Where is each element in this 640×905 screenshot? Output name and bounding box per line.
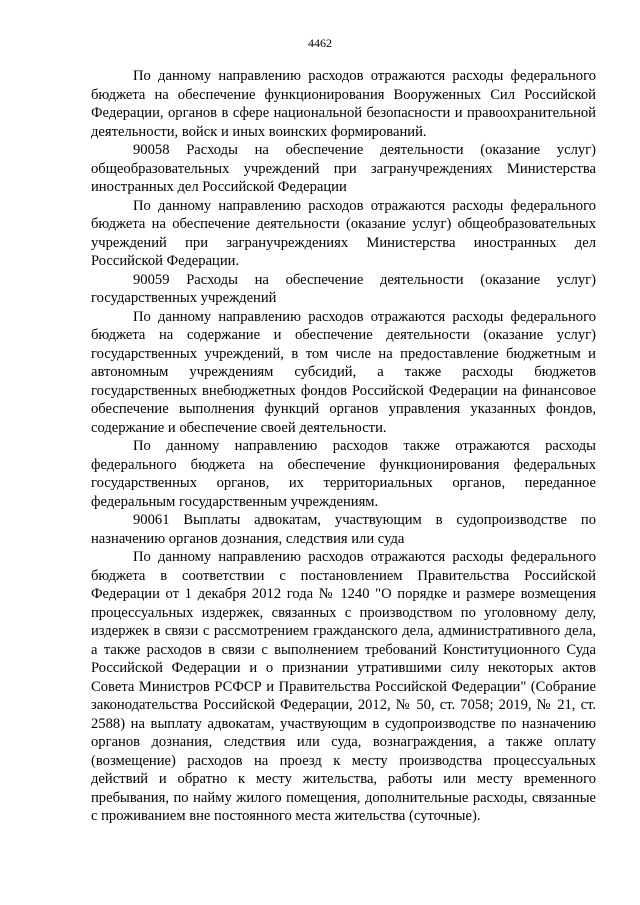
paragraph-90059-description: По данному направлению расходов отражаются расходы федерального бюджета на содержание и обеспечение деятельности (оказание услуг) государственных учреждений, в том числе на предоставление бюджетным и автономным учреждениям субсидий, а также расходы бюджетов государственных внебюджетных фондов Российской Федерации на финансовое обеспечение выполнения функций органов управления указанных фондов, содержание и обеспечение своей деятельности. <box>91 308 596 436</box>
paragraph-90059-additional: По данному направлению расходов также отражаются расходы федерального бюджета на обеспечение функционирования федеральных государственных органов, их территориальных органов, переданное федеральным государственным учреждениям. <box>91 438 596 510</box>
page-number: 4462 <box>308 36 332 50</box>
paragraph-90058-heading: 90058 Расходы на обеспечение деятельности (оказание услуг) общеобразовательных учреждений при загранучреждениях Министерства иностранных дел Российской Федерации <box>91 142 596 195</box>
paragraph-90059-heading: 90059 Расходы на обеспечение деятельности (оказание услуг) государственных учреждений <box>91 271 596 306</box>
document-body <box>91 67 596 826</box>
paragraph-90061-description: По данному направлению расходов отражаются расходы федерального бюджета в соответствии с постановлением Правительства Российской Федерации от 1 декабря 2012 года № 1240 "О порядке и размере возмещения процессуальных издержек, связанных с производством по уголовному делу, издержек в связи с рассмотрением гражданского дела, административного дела, а также расходов в связи с выполнением требований Конституционного Суда Российской Федерации и о признании утратившими силу некоторых актов Совета Министров РСФСР и Правительства Российской Федерации" (Собрание законодательства Российской Федерации, 2012, № 50, ст. 7058; 2019, № 21, ст. 2588) на выплату адвокатам, участвующим в судопроизводстве по назначению органов дознания, следствия или суда, вознаграждения, а также оплату (возмещение) расходов на проезд к месту производства процессуальных действий и обратно к месту жительства, работы или месту временного пребывания, по найму жилого помещения, дополнительные расходы, связанные с проживанием вне постоянного места жительства (суточные). <box>91 549 596 824</box>
paragraph-90057-description: По данному направлению расходов отражаются расходы федерального бюджета на обеспечение функционирования Вооруженных Сил Российской Федерации, органов в сфере национальной безопасности и правоохранительной деятельности, войск и иных воинских формирований. <box>91 68 596 140</box>
paragraph-90058-description: По данному направлению расходов отражаются расходы федерального бюджета на обеспечение деятельности (оказание услуг) общеобразовательных учреждений при загранучреждениях Министерства иностранных дел Российской Федерации. <box>91 197 596 269</box>
paragraph-90061-heading: 90061 Выплаты адвокатам, участвующим в судопроизводстве по назначению органов дознания, следствия или суда <box>91 512 596 547</box>
